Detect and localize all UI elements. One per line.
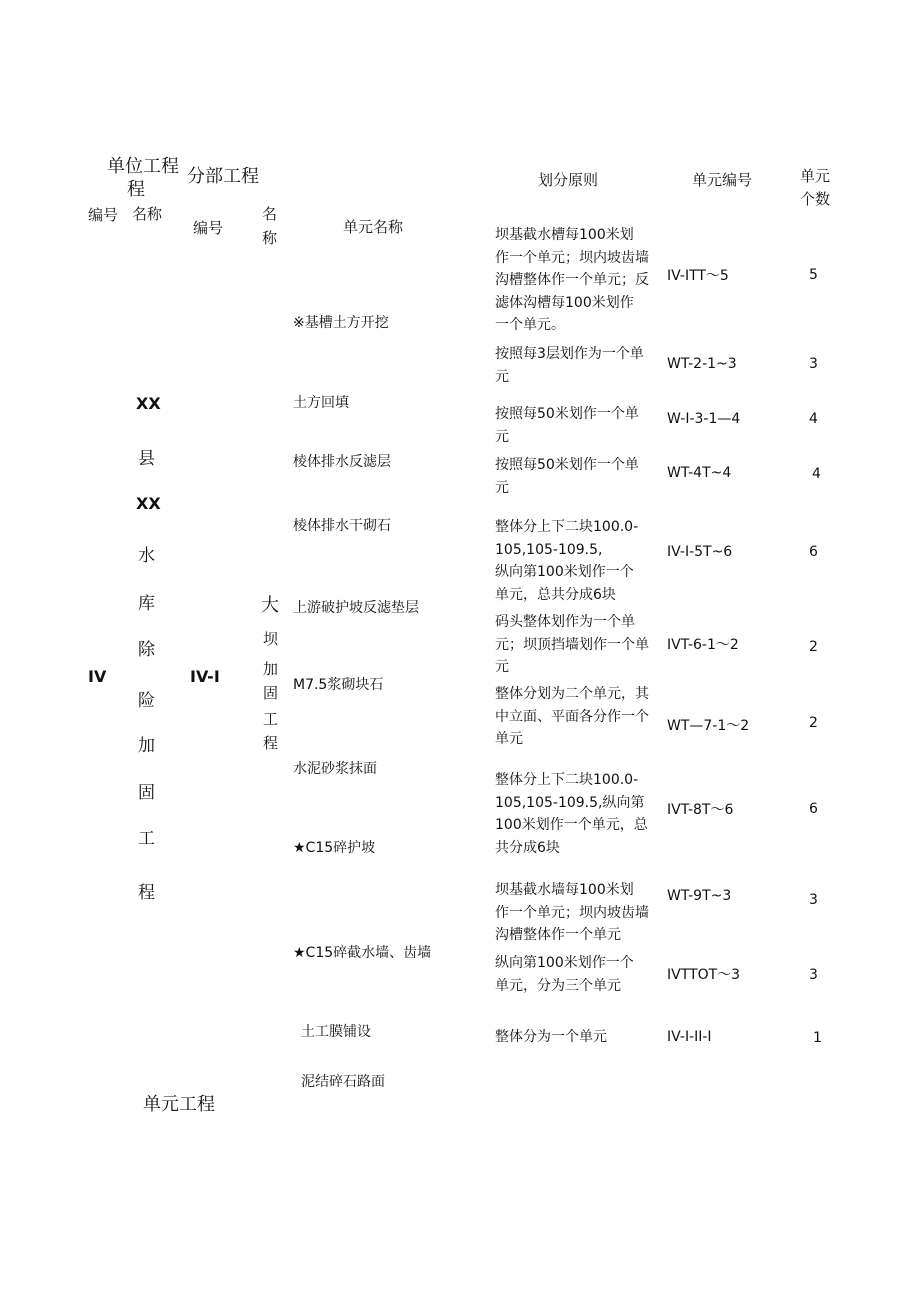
unit-code: WT—7-1～2	[667, 718, 750, 734]
unit-project-char: XX	[136, 494, 161, 513]
division-rule: 坝基截水槽每100米划 作一个单元；坝内坡齿墙 沟槽整体作一个单元；反 滤体沟槽每100米划作 一个单元。	[495, 227, 649, 333]
unit-project-char: 库	[138, 594, 155, 614]
unit-name: 泥结碎石路面	[301, 1074, 385, 1090]
division-rule: 按照每50米划作一个单 元	[495, 457, 639, 496]
header-unit-name: 单元名称	[343, 218, 404, 236]
unit-code: WT-2-1~3	[667, 356, 737, 372]
unit-project-char: 固	[138, 783, 155, 803]
unit-count: 3	[809, 892, 818, 908]
branch-char: 大	[261, 595, 279, 616]
unit-name: 上游破护坡反滤垫层	[293, 600, 419, 616]
unit-code: IVTTOT～3	[667, 967, 741, 983]
unit-project-code: IV	[88, 667, 107, 686]
unit-code: W-I-3-1—4	[667, 411, 741, 427]
unit-name: 水泥砂浆抹面	[293, 761, 377, 777]
unit-project-char: 程	[138, 883, 155, 903]
division-rule: 整体分为一个单元	[495, 1029, 607, 1045]
header-code-2: 编号	[193, 219, 224, 237]
header-unit-project: 单位工程	[107, 156, 179, 177]
header-code-1: 编号	[88, 206, 119, 224]
unit-count: 4	[812, 466, 821, 482]
unit-count: 6	[809, 801, 818, 817]
unit-name: ★C15碎护坡	[293, 840, 376, 856]
unit-count: 4	[809, 411, 818, 427]
unit-code: WT-9T~3	[667, 888, 732, 904]
header-name-1: 名称	[132, 205, 163, 223]
unit-count: 2	[809, 715, 818, 731]
header-name-2-line1: 名	[262, 205, 278, 223]
unit-code: IV-I-II-I	[667, 1029, 712, 1045]
unit-count: 3	[809, 356, 818, 372]
header-unit-count-line1: 单元	[800, 167, 831, 185]
unit-count: 6	[809, 544, 818, 560]
unit-name: 棱体排水干砌石	[293, 518, 391, 534]
unit-project-char: 县	[138, 449, 155, 469]
unit-project-char: 险	[138, 691, 155, 711]
unit-code: WT-4T~4	[667, 465, 732, 481]
division-rule: 整体分划为二个单元，其 中立面、平面各分作一个 单元	[495, 686, 649, 747]
footer-label: 单元工程	[143, 1094, 215, 1115]
unit-name: 土方回填	[293, 395, 349, 411]
unit-project-char: 工	[138, 829, 155, 849]
division-rule: 按照每50米划作一个单 元	[495, 406, 639, 445]
unit-code: IV-ITT～5	[667, 268, 729, 284]
unit-name: ★C15碎截水墙、齿墙	[293, 945, 432, 961]
unit-code: IVT-8T～6	[667, 802, 734, 818]
unit-name: ※基槽土方开挖	[293, 315, 389, 331]
unit-project-char: 加	[138, 736, 155, 756]
branch-char: 工	[263, 710, 279, 728]
unit-project-char: 除	[138, 640, 155, 660]
unit-code: IV-I-5T~6	[667, 544, 733, 560]
branch-char: 加	[263, 660, 279, 678]
division-rule: 码头整体划作为一个单 元；坝顶挡墙划作一个单 元	[495, 614, 649, 675]
branch-char: 固	[263, 684, 279, 702]
unit-count: 1	[813, 1030, 822, 1046]
unit-count: 3	[809, 967, 818, 983]
unit-project-char: 水	[138, 546, 155, 566]
branch-char: 坝	[263, 630, 279, 648]
header-unit-number: 单元编号	[692, 171, 753, 189]
header-branch-project: 分部工程	[187, 166, 259, 187]
branch-code: IV-I	[190, 667, 220, 686]
header-name-2-line2: 称	[262, 229, 278, 247]
unit-name: 土工膜铺设	[301, 1024, 371, 1040]
division-rule: 整体分上下二块100.0- 105,105-109.5,纵向第 100米划作一个单元，总 共分成6块	[495, 772, 648, 856]
division-rule: 整体分上下二块100.0- 105,105-109.5, 纵向第100米划作一个 单元，总共分成6块	[495, 519, 639, 603]
unit-count: 2	[809, 639, 818, 655]
division-rule: 纵向第100米划作一个 单元，分为三个单元	[495, 955, 634, 994]
unit-code: IVT-6-1～2	[667, 637, 739, 653]
unit-project-char: XX	[136, 394, 161, 413]
header-division-principle: 划分原则	[538, 171, 599, 189]
header-unit-count-line2: 个数	[800, 190, 831, 208]
division-rule: 坝基截水墙每100米划 作一个单元；坝内坡齿墙 沟槽整体作一个单元	[495, 882, 649, 943]
unit-count: 5	[809, 267, 818, 283]
branch-char: 程	[263, 734, 279, 752]
unit-name: M7.5浆砌块石	[293, 677, 384, 693]
division-rule: 按照每3层划作为一个单 元	[495, 346, 644, 385]
header-unit-project-line2: 程	[127, 179, 145, 200]
unit-name: 棱体排水反滤层	[293, 454, 391, 470]
